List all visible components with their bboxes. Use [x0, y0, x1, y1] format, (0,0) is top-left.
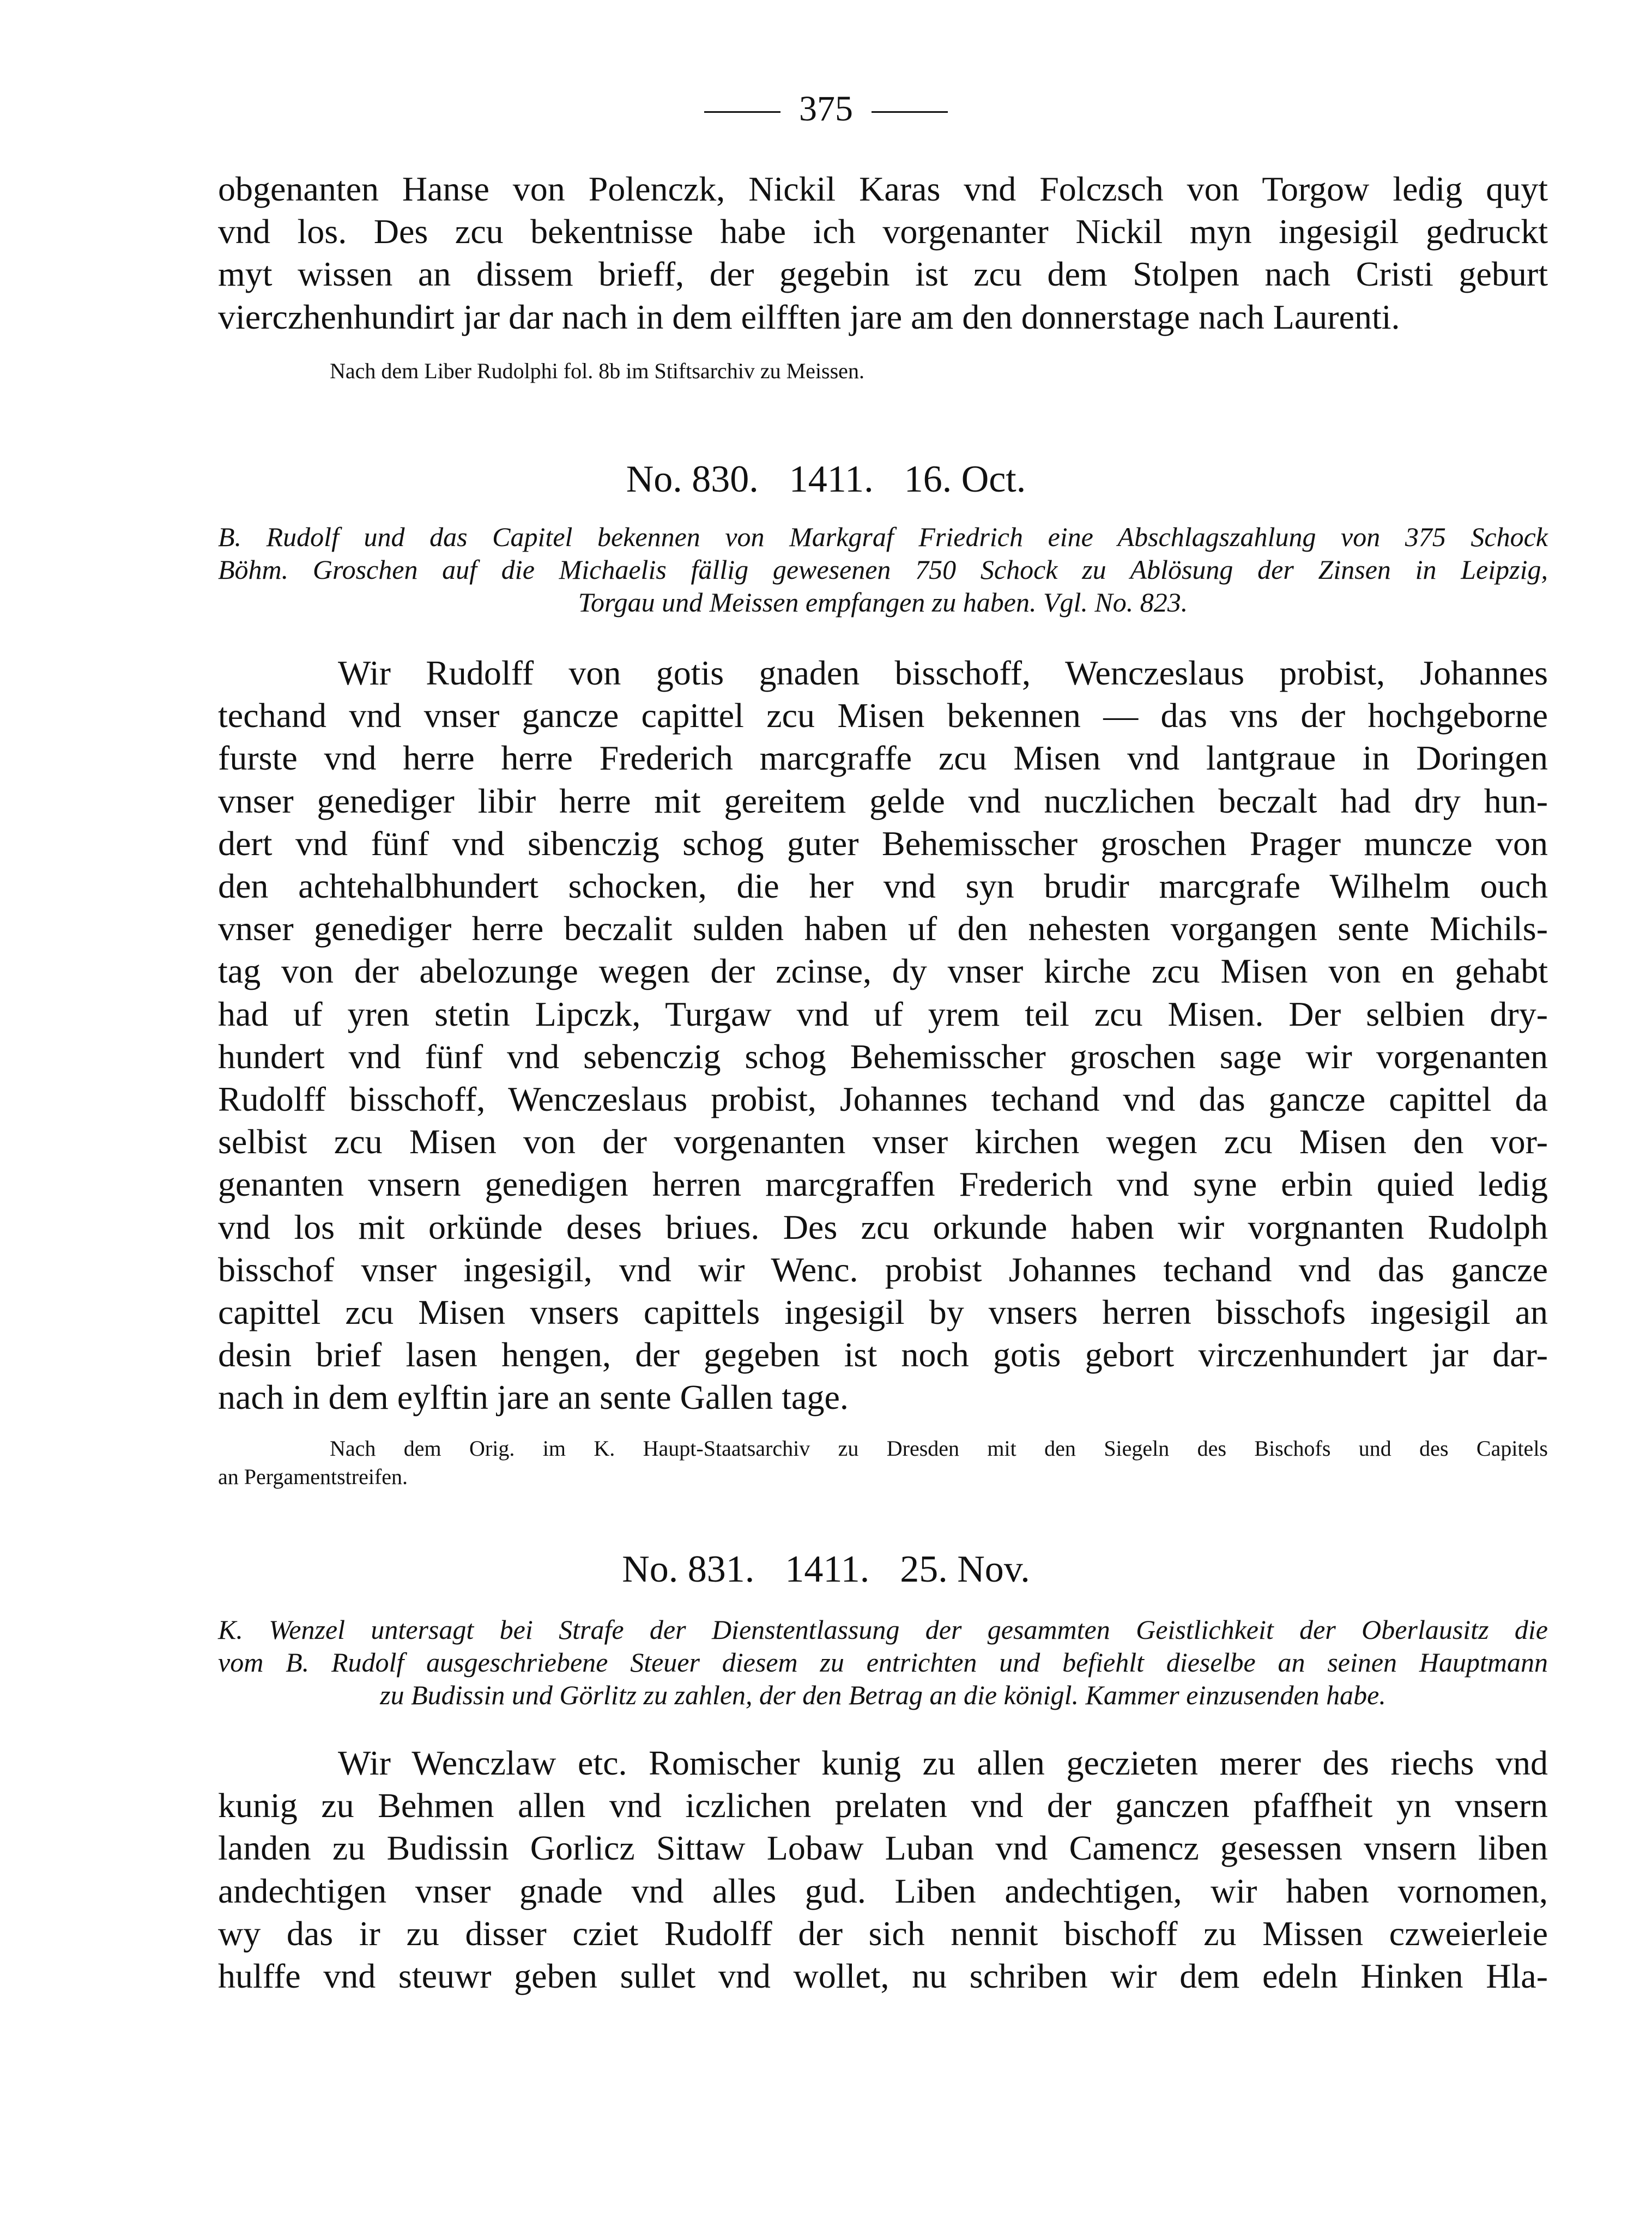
- text-line: kunig zu Behmen allen vnd iczlichen prelaten vnd der ganczen pfaffheit yn vnsern: [218, 1786, 1548, 1825]
- text-line: obgenanten Hanse von Polenczk, Nickil Karas vnd Folczsch von Torgow ledig quyt: [218, 169, 1548, 208]
- header-rule-right: [872, 111, 948, 113]
- summary-line: vom B. Rudolf ausgeschriebene Steuer diesem zu entrichten und befiehlt dieselbe an seinen Hauptmann: [218, 1647, 1548, 1678]
- text-line: Wir Wenczlaw etc. Romischer kunig zu allen geczieten merer des riechs vnd: [338, 1743, 1548, 1782]
- text-line: hulffe vnd steuwr geben sullet vnd wollet, nu schriben wir dem edeln Hinken Hla-: [218, 1957, 1548, 1996]
- text-line: vnd los. Des zcu bekentnisse habe ich vorgenanter Nickil myn ingesigil gedruckt: [218, 212, 1548, 251]
- text-line: genanten vnsern genedigen herren marcgraffen Frederich vnd syne erbin quied ledig: [218, 1165, 1548, 1204]
- text-line: vnd los mit orkünde deses briues. Des zcu orkunde haben wir vorgnanten Rudolph: [218, 1207, 1548, 1246]
- header-rule-left: [704, 111, 780, 113]
- text-line: myt wissen an dissem brieff, der gegebin ist zcu dem Stolpen nach Cristi geburt: [218, 255, 1548, 294]
- document-date: 25. Nov.: [900, 1548, 1030, 1590]
- text-line: den achtehalbhundert schocken, die her vnd syn brudir marcgrafe Wilhelm ouch: [218, 867, 1548, 906]
- text-line: dert vnd fünf vnd sibenczig schog guter Behemisscher groschen Prager muncze von: [218, 824, 1548, 863]
- text-line: vierczhenhundirt jar dar nach in dem eilfften jare am den donnerstage nach Laurenti.: [218, 297, 1400, 336]
- text-line: bisschof vnser ingesigil, vnd wir Wenc. probist Johannes techand vnd das gancze: [218, 1250, 1548, 1289]
- text-line: nach in dem eylftin jare an sente Gallen tage.: [218, 1378, 849, 1417]
- continuation-text: [218, 168, 1548, 338]
- page-number: 375: [799, 89, 853, 129]
- text-line: landen zu Budissin Gorlicz Sittaw Lobaw Luban vnd Camencz gesessen vnsern liben: [218, 1828, 1548, 1868]
- text-line: andechtigen vnser gnade vnd alles gud. Liben andechtigen, wir haben vornomen,: [218, 1871, 1548, 1910]
- text-line: vnser genediger libir herre mit gereitem gelde vnd nuczlichen beczalt had dry hun-: [218, 781, 1548, 820]
- source-line: an Pergamentstreifen.: [218, 1464, 408, 1489]
- page-header: [0, 87, 1652, 131]
- text-line: techand vnd vnser gancze capittel zcu Misen bekennen — das vns der hochgeborne: [218, 696, 1548, 735]
- document-number: No. 831.: [622, 1548, 755, 1590]
- summary-831: [218, 1613, 1548, 1711]
- summary-line: zu Budissin und Görlitz zu zahlen, der den Betrag an die königl. Kammer einzusenden habe.: [380, 1680, 1386, 1710]
- summary-line: Böhm. Groschen auf die Michaelis fällig gewesenen 750 Schock zu Ablösung der Zinsen in Leipzig,: [218, 554, 1548, 585]
- source-note: Nach dem Liber Rudolphi fol. 8b im Stiftsarchiv zu Meissen.: [330, 358, 864, 383]
- document-text-830: [218, 652, 1548, 1491]
- text-line: capittel zcu Misen vnsers capittels ingesigil by vnsers herren bisschofs ingesigil an: [218, 1293, 1548, 1332]
- text-line: furste vnd herre herre Frederich marcgraffe zcu Misen vnd lantgraue in Doringen: [218, 738, 1548, 778]
- text-line: selbist zcu Misen von der vorgenanten vnser kirchen wegen zcu Misen den vor-: [218, 1122, 1548, 1161]
- text-line: vnser genediger herre beczalit sulden haben uf den nehesten vorgangen sente Michils-: [218, 909, 1548, 948]
- text-line: hundert vnd fünf vnd sebenczig schog Behemisscher groschen sage wir vorgenanten: [218, 1037, 1548, 1076]
- text-line: desin brief lasen hengen, der gegeben ist noch gotis gebort virczenhundert jar dar-: [218, 1335, 1548, 1375]
- continuation-block: [218, 168, 1548, 385]
- source-note: [218, 1434, 1548, 1491]
- text-line: had uf yren stetin Lipczk, Turgaw vnd uf yrem teil zcu Misen. Der selbien dry-: [218, 994, 1548, 1033]
- text-line: tag von der abelozunge wegen der zcinse, dy vnser kirche zcu Misen von en gehabt: [218, 952, 1548, 991]
- document-heading-830: [0, 457, 1652, 502]
- document-heading-831: [0, 1547, 1652, 1593]
- summary-line: B. Rudolf und das Capitel bekennen von Markgraf Friedrich eine Abschlagszahlung von 375 Schock: [218, 522, 1548, 552]
- document-number: No. 830.: [626, 458, 759, 500]
- document-year: 1411.: [789, 458, 874, 500]
- summary-line: Torgau und Meissen empfangen zu haben. Vgl. No. 823.: [578, 587, 1188, 617]
- summary-830: [218, 520, 1548, 619]
- text-line: Wir Rudolff von gotis gnaden bisschoff, Wenczeslaus probist, Johannes: [338, 653, 1548, 692]
- document-text-831: [218, 1742, 1548, 1997]
- document-date: 16. Oct.: [904, 458, 1026, 500]
- document-year: 1411.: [785, 1548, 870, 1590]
- text-line: Rudolff bisschoff, Wenczeslaus probist, Johannes techand vnd das gancze capittel da: [218, 1080, 1548, 1119]
- text-line: wy das ir zu disser cziet Rudolff der sich nennit bischoff zu Missen czweierleie: [218, 1914, 1548, 1953]
- source-line: Nach dem Orig. im K. Haupt-Staatsarchiv zu Dresden mit den Siegeln des Bischofs und des Capitels: [330, 1436, 1548, 1461]
- summary-line: K. Wenzel untersagt bei Strafe der Dienstentlassung der gesammten Geistlichkeit der Oberlausitz die: [218, 1614, 1548, 1645]
